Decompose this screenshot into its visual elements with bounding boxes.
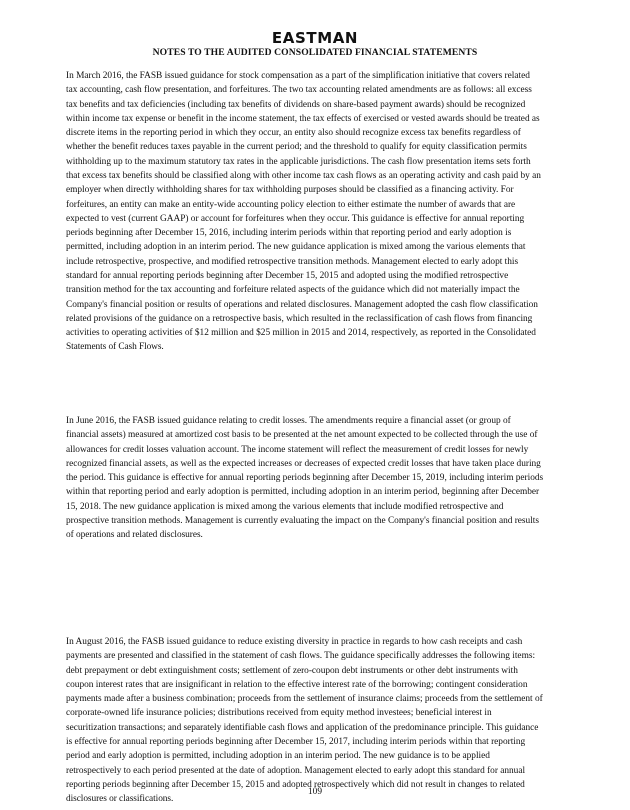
text-line: corporate-owned life insurance policies; distributions received from equity method investees; beneficial interest in: [66, 708, 492, 719]
text-line: within that reporting period and early adoption is permitted, including adoption in an interim period, beginning after December: [66, 487, 540, 498]
paragraph-stock-compensation: [66, 69, 586, 355]
text-line: prospective transition methods. Management is currently evaluating the impact on the Company's financial position and results: [66, 515, 539, 526]
text-line: activities to operating activities of $12 million and $25 million in 2015 and 2014, respectively, as reported in the Consolidated: [66, 328, 536, 339]
page-heading: NOTES TO THE AUDITED CONSOLIDATED FINANCIAL STATEMENTS: [152, 47, 478, 58]
text-line: Statements of Cash Flows.: [66, 342, 164, 353]
text-line: In June 2016, the FASB issued guidance relating to credit losses. The amendments require a financial asset (or group of: [66, 416, 511, 426]
text-line: related provisions of the guidance on a retrospective basis, which resulted in the reclassification of cash flows from financing: [66, 313, 533, 324]
text-line: payments made after a business combination; proceeds from the settlement of insurance claims; proceeds from the settlement of: [66, 694, 543, 705]
text-line: of operations and related disclosures.: [66, 530, 203, 541]
text-line: payments are presented and classified in the statement of cash flows. The guidance specifically addresses the following items:: [66, 651, 536, 662]
text-line: standard for annual reporting periods beginning after December 15, 2015 and adopted using the modified retrospective: [66, 270, 509, 281]
text-line: that excess tax benefits should be classified along with other income tax cash flows as an operating activity and cash paid by an: [66, 170, 541, 181]
text-line: coupon interest rates that are insignificant in relation to the effective interest rate of the borrowing; contingent consideration: [66, 679, 528, 690]
paragraph-credit-losses: [66, 414, 586, 543]
text-line: transition method for the tax accounting and forfeiture related aspects of the guidance which did not materially impact the: [66, 285, 520, 296]
text-line: retrospectively to each period presented at the date of adoption. Management elected to early adopt this standard for annual: [66, 765, 526, 776]
text-line: debt prepayment or debt extinguishment costs; settlement of zero-coupon debt instruments or other debt instruments with: [66, 665, 518, 676]
text-line: recognized financial assets, as well as the expected increases or decreases of expected credit losses that have taken place during: [66, 458, 541, 469]
text-line: withholding up to the maximum statutory tax rates in the applicable jurisdictions. The cash flow presentation items sets forth: [66, 156, 531, 167]
text-line: In August 2016, the FASB issued guidance to reduce existing diversity in practice in regards to how cash receipts and cash: [66, 637, 523, 647]
text-line: disclosures or classifications.: [66, 794, 174, 805]
text-line: period and early adoption is permitted, including adoption in an interim period. The new guidance is to be applied: [66, 751, 490, 762]
text-line: In March 2016, the FASB issued guidance for stock compensation as a part of the simplification initiative that covers related: [66, 71, 530, 81]
text-line: is effective for annual reporting periods beginning after December 15, 2017, including interim periods within that reporting: [66, 736, 526, 747]
text-line: whether the benefit reduces taxes payable in the current period; and the threshold to qualify for equity classification permits: [66, 142, 527, 153]
text-line: tax accounting, cash flow presentation, and forfeitures. The two tax accounting related amendments are as follows: all excess: [66, 85, 532, 96]
text-line: forfeitures, an entity can make an entity-wide accounting policy election to either estimate the number of awards that are: [66, 199, 516, 210]
text-line: financial assets) measured at amortized cost basis to be presented at the net amount expected to be collected through the use of: [66, 430, 538, 441]
text-line: discrete items in the reporting period in which they occur, an entity also should recognize excess tax benefits regardless of: [66, 128, 521, 139]
text-line: securitization transactions; and separately identifiable cash flows and application of the predominance principle. This guidance: [66, 722, 539, 733]
paragraph-cash-flow-classification: [66, 635, 586, 806]
page-number: 109: [307, 787, 323, 797]
text-line: Company's financial position or results of operations and related disclosures. Management adopted the cash flow classification: [66, 299, 538, 310]
text-line: allowances for credit losses valuation account. The income statement will reflect the measurement of credit losses for newly: [66, 444, 529, 455]
text-line: the period. This guidance is effective for annual reporting periods beginning after December 15, 2019, including interim periods: [66, 473, 544, 484]
text-line: periods beginning after December 15, 2016, including interim periods within that reporting period and early adoption is: [66, 228, 512, 239]
text-line: permitted, including adoption in an interim period. The new guidance application is mixed among the various elements that: [66, 242, 526, 253]
text-line: 15, 2018. The new guidance application is mixed among the various elements that include modified retrospective and: [66, 501, 504, 512]
text-line: employer when directly withholding shares for tax withholding purposes should be classified as a financing activity. For: [66, 185, 514, 196]
text-line: tax benefits and tax deficiencies (including tax benefits of dividends on share-based payment awards) should be recognized: [66, 99, 526, 110]
company-logo: EASTMAN: [271, 29, 359, 47]
text-line: within income tax expense or benefit in the income statement, the tax effects of exercised or vested awards should be treated as: [66, 113, 540, 124]
text-line: expected to vest (current GAAP) or account for forfeitures when they occur. This guidance is effective for annual reporting: [66, 213, 525, 224]
text-line: include retrospective, prospective, and modified retrospective transition methods. Management elected to early adopt this: [66, 256, 519, 267]
text-line: reporting periods beginning after December 15, 2015 and adopted retrospectively which did not result in changes to related: [66, 779, 525, 790]
